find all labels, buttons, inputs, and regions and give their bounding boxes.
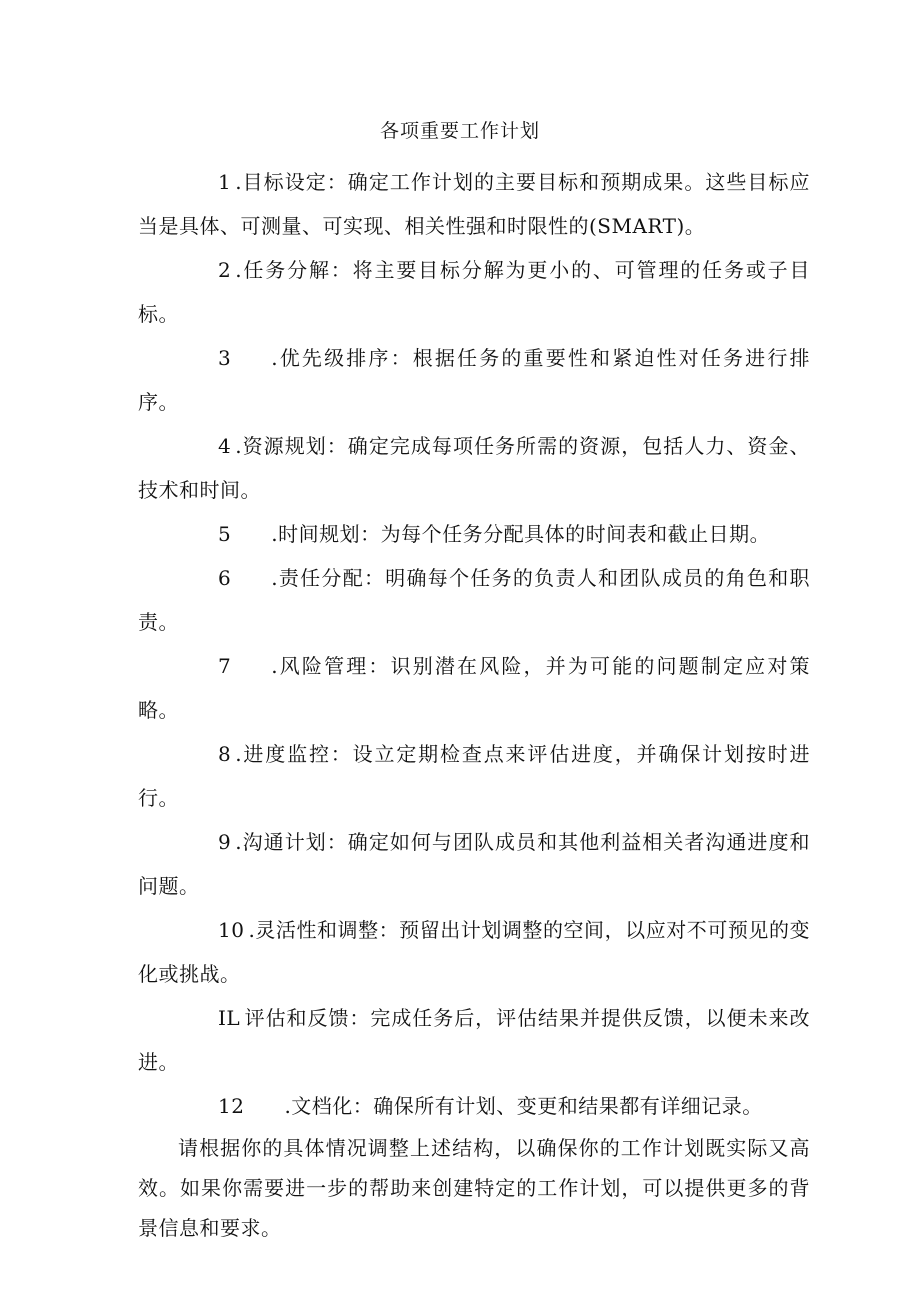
item-number: 8 bbox=[218, 742, 232, 766]
item-text: .优先级排序：根据任务的重要性和紧迫性对任务进行排序。 bbox=[138, 346, 810, 414]
item-number: 7 bbox=[218, 654, 232, 678]
item-text: .责任分配：明确每个任务的负责人和团队成员的角色和职责。 bbox=[138, 566, 810, 634]
list-item-9 bbox=[138, 820, 810, 908]
item-number: IL bbox=[218, 1006, 241, 1030]
item-number: 2 bbox=[218, 258, 232, 282]
list-item-3 bbox=[138, 336, 810, 424]
list-item-8 bbox=[138, 732, 810, 820]
list-item-5 bbox=[138, 512, 810, 556]
closing-paragraph: 请根据你的具体情况调整上述结构，以确保你的工作计划既实际又高效。如果你需要进一步的帮助来创建特定的工作计划，可以提供更多的背景信息和要求。 bbox=[138, 1136, 810, 1240]
item-text: .任务分解：将主要目标分解为更小的、可管理的任务或子目标。 bbox=[138, 258, 810, 326]
item-text: .文档化：确保所有计划、变更和结果都有详细记录。 bbox=[284, 1094, 763, 1118]
item-text: .沟通计划：确定如何与团队成员和其他利益相关者沟通进度和问题。 bbox=[138, 830, 810, 898]
list-item-7 bbox=[138, 644, 810, 732]
item-text: .灵活性和调整：预留出计划调整的空间，以应对不可预见的变化或挑战。 bbox=[138, 918, 810, 986]
document-title: 各项重要工作计划 bbox=[379, 120, 540, 142]
item-text: .风险管理：识别潜在风险，并为可能的问题制定应对策略。 bbox=[138, 654, 810, 722]
list-item-10 bbox=[138, 908, 810, 996]
item-number: 3 bbox=[218, 346, 232, 370]
item-number: 9 bbox=[218, 830, 232, 854]
item-number: 1 bbox=[218, 170, 232, 194]
item-text: .时间规划：为每个任务分配具体的时间表和截止日期。 bbox=[271, 522, 771, 546]
list-item-2 bbox=[138, 248, 810, 336]
list-item-12 bbox=[138, 1084, 810, 1128]
item-text: 评估和反馈：完成任务后，评估结果并提供反馈，以便未来改进。 bbox=[138, 1006, 810, 1074]
list-item-4 bbox=[138, 424, 810, 512]
item-number: 6 bbox=[218, 566, 232, 590]
item-number: 12 bbox=[218, 1094, 245, 1118]
item-text: .进度监控：设立定期检查点来评估进度，并确保计划按时进行。 bbox=[138, 742, 810, 810]
item-number: 5 bbox=[218, 522, 232, 546]
item-number: 4 bbox=[218, 434, 232, 458]
item-number: 10 bbox=[218, 918, 245, 942]
document-body bbox=[138, 160, 810, 1248]
item-text: .资源规划：确定完成每项任务所需的资源，包括人力、资金、技术和时间。 bbox=[138, 434, 810, 502]
list-item-11 bbox=[138, 996, 810, 1084]
list-item-1 bbox=[138, 160, 810, 248]
item-text: .目标设定：确定工作计划的主要目标和预期成果。这些目标应当是具体、可测量、可实现、相关性强和时限性的(SMART)。 bbox=[138, 170, 810, 238]
list-item-6 bbox=[138, 556, 810, 644]
